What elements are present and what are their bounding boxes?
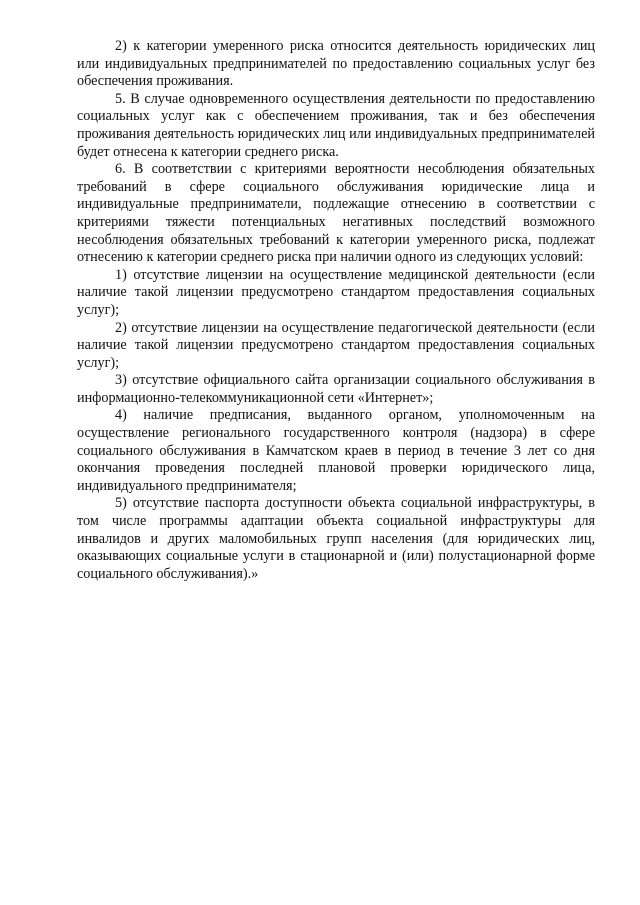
document-body <box>77 38 595 583</box>
paragraph-condition-4: 4) наличие предписания, выданного органом, уполномоченным на осуществление регионального государственного контроля (надзора) в сфере социального обслуживания в Камчатском краев в период в течение 3 лет со дня окончания проведения последней плановой проверки юридического лица, индивидуального предпринимателя; <box>77 407 595 494</box>
paragraph-condition-2: 2) отсутствие лицензии на осуществление педагогической деятельности (если наличие такой лицензии предусмотрено стандартом предоставления социальных услуг); <box>77 319 595 371</box>
paragraph-moderate-risk-item-2: 2) к категории умеренного риска относится деятельность юридических лиц или индивидуальных предпринимателей по предоставлению социальных услуг без обеспечения проживания. <box>77 38 595 90</box>
paragraph-clause-6: 6. В соответствии с критериями вероятности несоблюдения обязательных требований в сфере социального обслуживания юридические лица и индивидуальные предприниматели, подлежащие отнесению в соответствии с критериями тяжести потенциальных негативных последствий возможного несоблюдения обязательных требований к категории умеренного риска, подлежат отнесению к категории среднего риска при наличии одного из следующих условий: <box>77 161 595 266</box>
paragraph-condition-5: 5) отсутствие паспорта доступности объекта социальной инфраструктуры, в том числе программы адаптации объекта социальной инфраструктуры для инвалидов и других маломобильных групп населения (для юридических лиц, оказывающих социальные услуги в стационарной и (или) полустационарной форме социального обслуживания).» <box>77 495 595 582</box>
paragraph-clause-5: 5. В случае одновременного осуществления деятельности по предоставлению социальных услуг как с обеспечением проживания, так и без обеспечения проживания деятельность юридических лиц или индивидуальных предпринимателей будет отнесена к категории среднего риска. <box>77 90 595 160</box>
paragraph-condition-1: 1) отсутствие лицензии на осуществление медицинской деятельности (если наличие такой лицензии предусмотрено стандартом предоставления социальных услуг); <box>77 266 595 318</box>
paragraph-condition-3: 3) отсутствие официального сайта организации социального обслуживания в информационно-телекоммуникационной сети «Интернет»; <box>77 372 595 406</box>
